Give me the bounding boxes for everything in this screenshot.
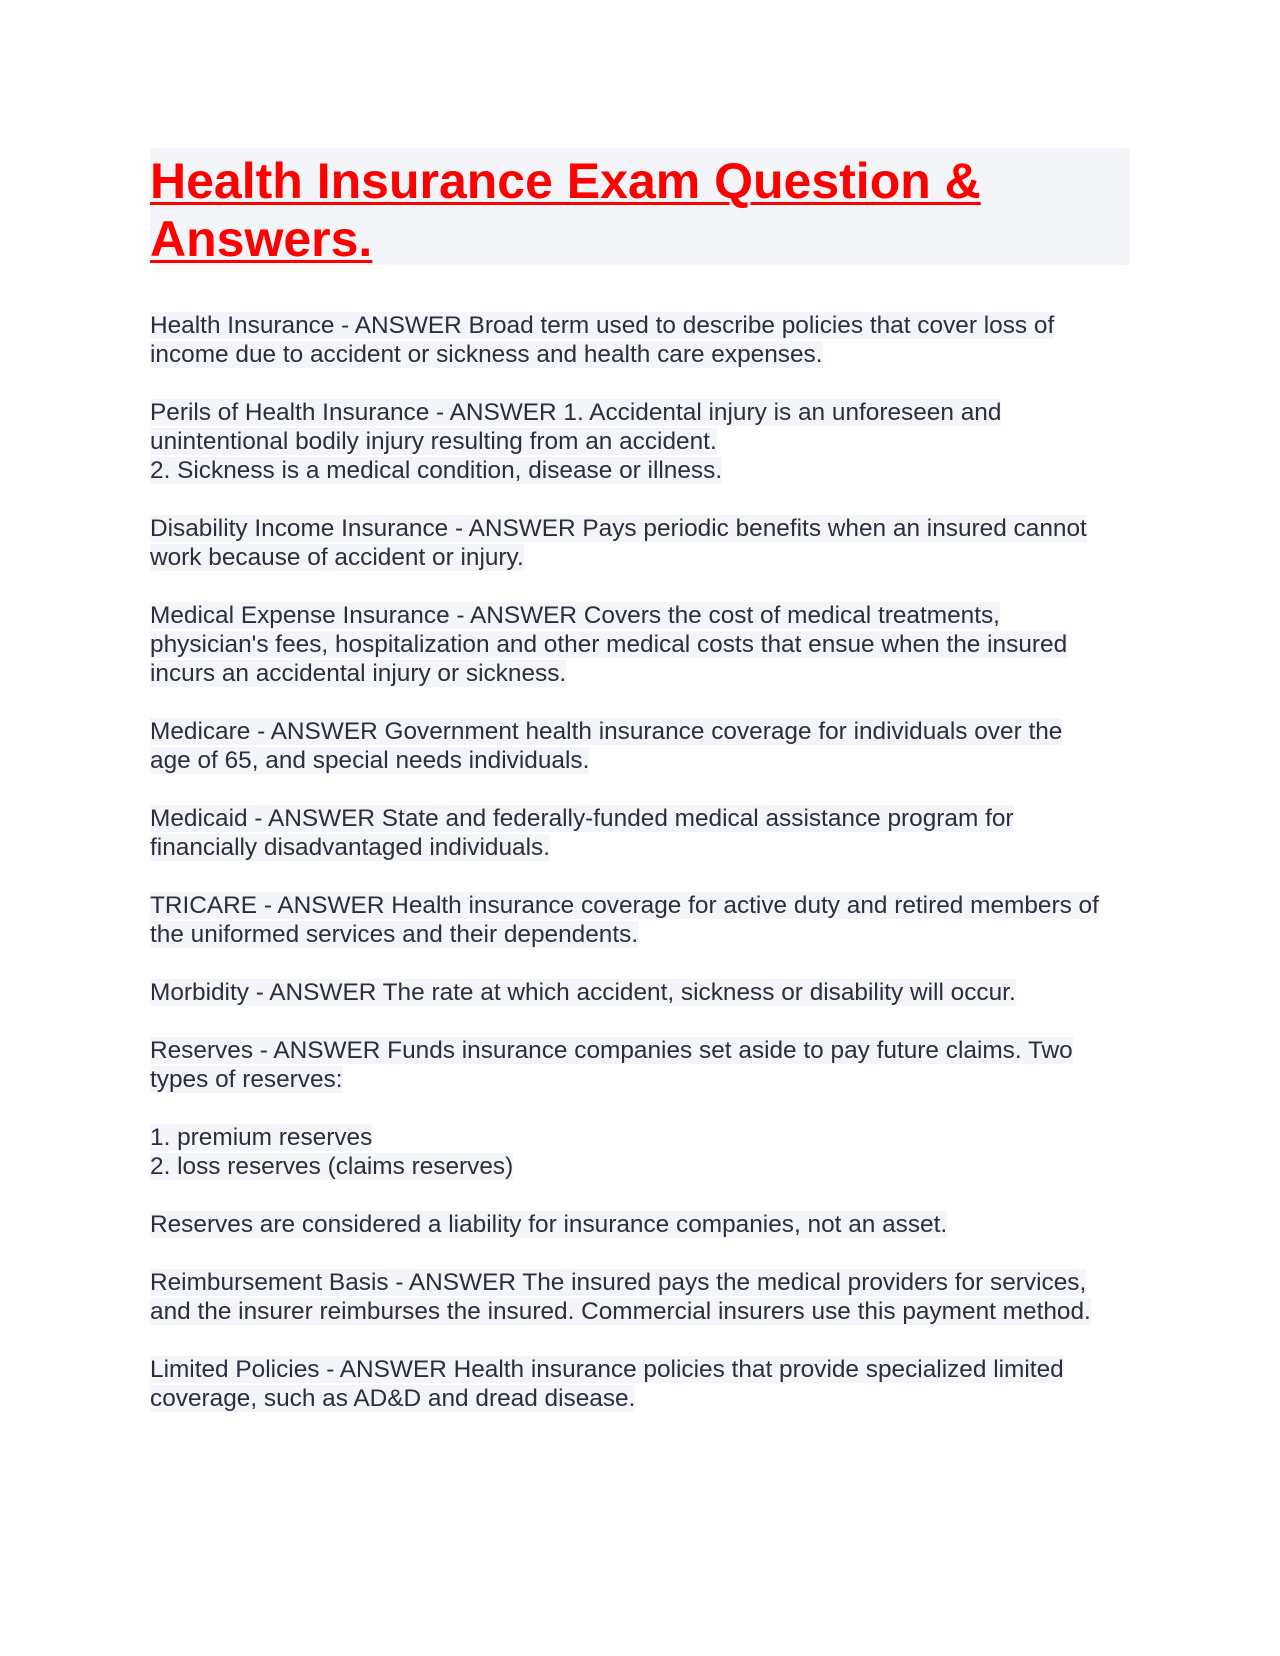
qa-entry	[150, 1036, 1130, 1094]
qa-entry	[150, 1355, 1130, 1413]
qa-entry	[150, 1268, 1130, 1326]
qa-list	[150, 311, 1130, 1413]
qa-entry-line-wrap	[150, 746, 1130, 775]
qa-entry-line-wrap	[150, 978, 1130, 1007]
qa-entry-line: physician's fees, hospitalization and other medical costs that ensue when the insured	[150, 631, 1068, 658]
document-page	[150, 148, 1130, 1442]
qa-entry-line: 2. loss reserves (claims reserves)	[150, 1153, 514, 1180]
qa-entry-line: Disability Income Insurance - ANSWER Pays periodic benefits when an insured cannot	[150, 515, 1087, 542]
qa-entry-line-wrap	[150, 543, 1130, 572]
document-title	[150, 148, 1130, 265]
qa-entry-line: Health Insurance - ANSWER Broad term used to describe policies that cover loss of	[150, 312, 1055, 339]
qa-entry-line-wrap	[150, 340, 1130, 369]
qa-entry-line-wrap	[150, 804, 1130, 833]
qa-entry-line-wrap	[150, 833, 1130, 862]
title-line-1: Health Insurance Exam Question &	[150, 153, 981, 209]
qa-entry-line-wrap	[150, 514, 1130, 543]
qa-entry-line-wrap	[150, 659, 1130, 688]
qa-entry-line: Reserves are considered a liability for insurance companies, not an asset.	[150, 1211, 948, 1238]
qa-entry-line: unintentional bodily injury resulting from an accident.	[150, 428, 717, 455]
qa-entry	[150, 601, 1130, 688]
qa-entry	[150, 1210, 1130, 1239]
qa-entry-line: 1. premium reserves	[150, 1124, 373, 1151]
qa-entry-line-wrap	[150, 891, 1130, 920]
qa-entry-line: the uniformed services and their dependents.	[150, 921, 639, 948]
qa-entry-line: and the insurer reimburses the insured. Commercial insurers use this payment method.	[150, 1298, 1091, 1325]
qa-entry-line-wrap	[150, 456, 1130, 485]
qa-entry-line-wrap	[150, 398, 1130, 427]
qa-entry-line-wrap	[150, 427, 1130, 456]
qa-entry-line-wrap	[150, 1152, 1130, 1181]
qa-entry	[150, 804, 1130, 862]
qa-entry-line: Morbidity - ANSWER The rate at which accident, sickness or disability will occur.	[150, 979, 1016, 1006]
qa-entry	[150, 717, 1130, 775]
qa-entry-line: 2. Sickness is a medical condition, disease or illness.	[150, 457, 723, 484]
qa-entry-line-wrap	[150, 920, 1130, 949]
qa-entry-line-wrap	[150, 717, 1130, 746]
qa-entry	[150, 398, 1130, 485]
qa-entry	[150, 891, 1130, 949]
qa-entry-line-wrap	[150, 1123, 1130, 1152]
qa-entry-line-wrap	[150, 1297, 1130, 1326]
qa-entry-line: types of reserves:	[150, 1066, 343, 1093]
qa-entry-line: coverage, such as AD&D and dread disease.	[150, 1385, 636, 1412]
qa-entry-line-wrap	[150, 1210, 1130, 1239]
qa-entry-line: age of 65, and special needs individuals.	[150, 747, 590, 774]
qa-entry-line: Reimbursement Basis - ANSWER The insured pays the medical providers for services,	[150, 1269, 1087, 1296]
qa-entry-line-wrap	[150, 630, 1130, 659]
qa-entry-line: Medical Expense Insurance - ANSWER Covers the cost of medical treatments,	[150, 602, 1000, 629]
qa-entry	[150, 311, 1130, 369]
qa-entry-line: Perils of Health Insurance - ANSWER 1. Accidental injury is an unforeseen and	[150, 399, 1002, 426]
qa-entry-line: incurs an accidental injury or sickness.	[150, 660, 567, 687]
qa-entry-line-wrap	[150, 1384, 1130, 1413]
qa-entry-line: income due to accident or sickness and health care expenses.	[150, 341, 823, 368]
qa-entry	[150, 1123, 1130, 1181]
qa-entry-line-wrap	[150, 1355, 1130, 1384]
qa-entry-line-wrap	[150, 1065, 1130, 1094]
qa-entry-line: Reserves - ANSWER Funds insurance companies set aside to pay future claims. Two	[150, 1037, 1073, 1064]
qa-entry	[150, 978, 1130, 1007]
qa-entry-line: financially disadvantaged individuals.	[150, 834, 550, 861]
qa-entry-line: Medicaid - ANSWER State and federally-funded medical assistance program for	[150, 805, 1014, 832]
qa-entry	[150, 514, 1130, 572]
qa-entry-line-wrap	[150, 601, 1130, 630]
qa-entry-line: work because of accident or injury.	[150, 544, 524, 571]
qa-entry-line: Medicare - ANSWER Government health insurance coverage for individuals over the	[150, 718, 1063, 745]
qa-entry-line-wrap	[150, 1036, 1130, 1065]
title-line-2: Answers.	[150, 211, 373, 267]
qa-entry-line: Limited Policies - ANSWER Health insurance policies that provide specialized limited	[150, 1356, 1064, 1383]
qa-entry-line-wrap	[150, 1268, 1130, 1297]
qa-entry-line: TRICARE - ANSWER Health insurance coverage for active duty and retired members of	[150, 892, 1099, 919]
qa-entry-line-wrap	[150, 311, 1130, 340]
